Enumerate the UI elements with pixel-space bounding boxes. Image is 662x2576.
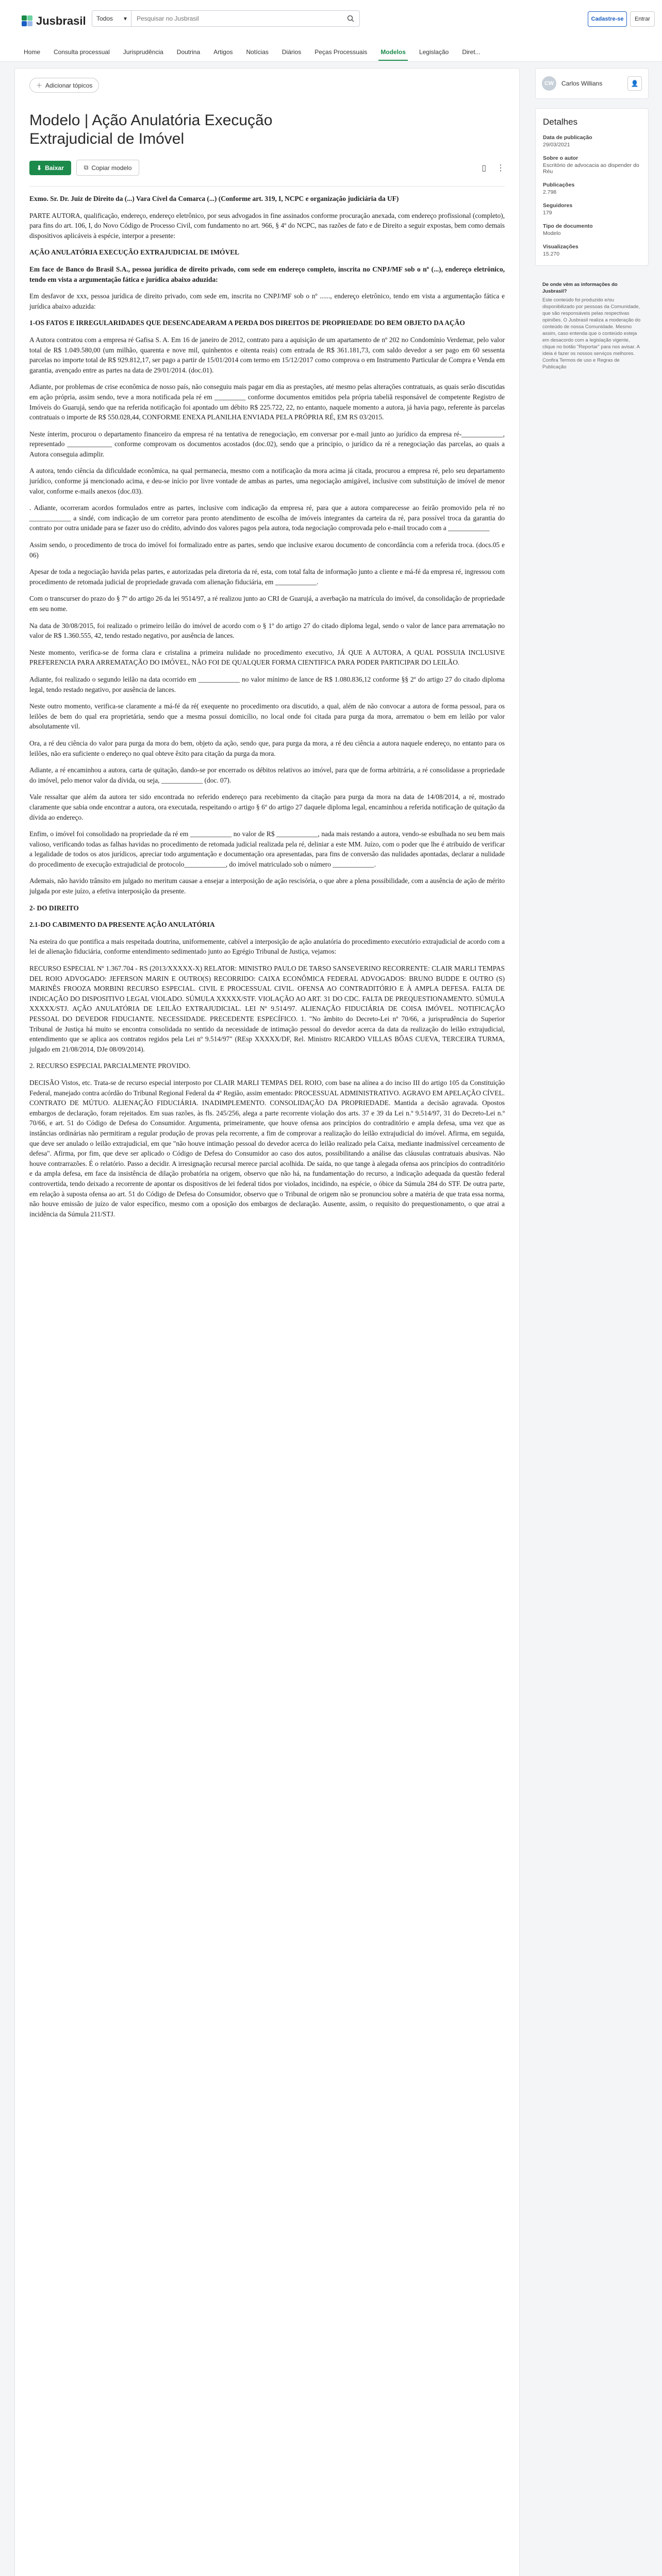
document-paragraph: PARTE AUTORA, qualificação, endereço, endereço eletrônico, por seus advogados in fine assinados conforme procuração anexada, com endereço profissional (completo), para fins do art. 106, I, do Novo Código de Processo Civil, com fundamento no art. 966, § 4º do NCPC, nas razões de fato e de Direito a seguir expostas, bem como demais dispositivos aplicáveis à espécie, interpor a presente: — [29, 211, 505, 240]
detail-value: 29/03/2021 — [543, 142, 570, 148]
document-paragraph: Adiante, por problemas de crise econômica de nosso país, não conseguiu mais pagar em dia as prestações, até mesmo pelas alterações contratuais, as quais serão discutidas em ação própria, assim sendo, teve a mora notificada pela ré em _________ conforme documentos emitidos pela própria tabeliã responsável de competente Registro de Imóveis do Guarujá, sendo que na referida notificação foi apontado um débito R$ 225.722, 22, no entanto, naquele momento a autora, já havia pago, referente às parcelas contratuais o importe de R$ 550.028,44, CONFORME ENEXA PLANILHA ENVIADA PELA PRÓPRIA RÉ, EM RS 03/2015. — [29, 383, 505, 421]
document-paragraph: Enfim, o imóvel foi consolidado na propriedade da ré em ____________ no valor de R$ ____________, nada mais restando a autora, vendo-se esbulhada no seu bem mais valioso, verificando todas as falhas havidas no procedimento de retomada judicial realizada pela ré, deliniar a este MM. Juízo, com o poder que lhe é atribuído de verificar a legalidade de todos os atos jurídicos, apreciar todo argumentação e documentação ora apresentadas, para fins de conversão das nulidades apontadas, declarar a nulidade do procedimento de execução extrajudicial de protocolo____________, do imóvel matriculado sob o número ____________. — [29, 830, 505, 868]
document-title: Modelo | Ação Anulatória Execução Extrajudicial de Imóvel — [29, 112, 273, 147]
document-paragraph: Neste momento, verifica-se de forma clara e cristalina a primeira nulidade no procedimento executivo, JÁ QUE A AUTORA, A QUAL POSSUIA INCLUSIVE PREFERENCIA PARA ARREMATAÇÃO DO IMÓVEL, NÃO FOI DE QUALQUER FORMA CIENTIFICA PARA PODER PARTICIPAR DO LEILÃO. — [29, 648, 505, 667]
document-paragraph: RECURSO ESPECIAL Nº 1.367.704 - RS (2013/XXXXX-X) RELATOR: MINISTRO PAULO DE TARSO SANSEVERINO RECORRENTE: CLAIR MARLI TEMPAS DEL ROIO ADVOGADO: JEFERSON MARIN E OUTRO(S) RECORRIDO: CAIXA ECONÔMICA FEDERAL ADVOGADOS: BRUNO BUDDE E OUTRO (S) MARINÊS FROOZA MORBINI RECURSO ESPECIAL. CIVIL E PROCESSUAL CIVIL. OFENSA AO CONTRADITÓRIO E À AMPLA DEFESA. FALTA DE INDICAÇÃO DO DISPOSITIVO LEGAL VIOLADO. SÚMULA XXXXX/STF. VIOLAÇÃO AO ART. 31 DO CDC. FALTA DE PREQUESTIONAMENTO. SÚMULA XXXXX/STJ. AÇÃO ANULATÓRIA DE LEILÃO EXTRAJUDICIAL. LEI Nº 9.514/97. ALIENAÇÃO FIDUCIÁRIA DE COISA IMÓVEL. NOTIFICAÇÃO PESSOAL DO DEVEDOR FIDUCIANTE. NECESSIDADE. PRECEDENTE ESPECÍFICO. 1. "No âmbito do Decreto-Lei nº 70/66, a jurisprudência do Superior Tribunal de Justiça há muito se encontra consolidada no sentido da necessidade de intimação pessoal do devedor acerca da data da realização do leilão extrajudicial, entendimento que se aplica aos contratos regidos pela Lei nº 9.514/97" (REsp XXXXX/DF, Rel. Ministro RICARDO VILLAS BÔAS CUEVA, TERCEIRA TURMA, julgado em 21/08/2014, DJe 08/09/2014). — [29, 964, 505, 1053]
document-paragraph: DECISÃO Vistos, etc. Trata-se de recurso especial interposto por CLAIR MARLI TEMPAS DEL ROIO, com base na alínea a do inciso III do artigo 105 da Constituição Federal, manejado contra acórdão do Tribunal Regional Federal da 4ª Região, assim ementado: PROCESSUAL ADMINISTRATIVO. AGRAVO EM APELAÇÃO CÍVEL. CONTRATO DE MÚTUO. ALIENAÇÃO FIDUCIÁRIA. INADIMPLEMENTO. CONSOLIDAÇÃO DA PROPRIEDADE. Mantida a decisão agravada. Opostos embargos de declaração, foram rejeitados. Em suas razões, às fls. 245/256, alega a parte recorrente violação dos arts. 37 e 39 da Lei n.º 9.514/97, 31 do Decreto-Lei n.º 70/66, e art. 51 do Código de Defesa do Consumidor. Argumenta, primeiramente, que houve ofensa aos princípios do contraditório e ampla defesa, uma vez que as instâncias ordinárias não permitiram a regular produção de provas pela recorrente, a fim de comprovar a realização do leilão extrajudicial do imóvel. Afirma, em seguida, que deve ser anulado o leilão extrajudicial, em que "não houve intimação pessoal do devedor acerca do leilão realizado pela Caixa, mediante inadmissível cerceamento de defesa". Afirma, por fim, que deve ser aplicado o Código de Defesa do Consumidor ao caso dos autos, possibilitando a análise das cláusulas contratuais abusivas. Não houve contrarrazões. É o relatório. Passo a decidir. A irresignação recursal merece parcial acolhida. De saída, no que tange à alegada ofensa aos princípios do contraditório e da ampla defesa, em face da insistência de dilação probatória na origem, observo que não há, na fundamentação do recurso, a indicação adequada da questão federal controvertida, tendo deixado a recorrente de apontar os dispositivos de lei federal tidos por violados, incidindo, na espécie, o óbice da Súmula 284 do STF. De outra parte, em relação à suposta ofensa ao art. 51 do Código de Defesa do Consumidor, observo que o Tribunal de origem não se pronunciou sobre a matéria de que trata essa norma, não houve emissão de juízo de valor específico, mesmo com a oposição dos embargos de declaração. Ausente, assim, o requisito do prequestionamento, o que atrai a incidência da Súmula 211/STJ. — [29, 1078, 505, 1218]
top-header — [0, 0, 662, 62]
nav-item[interactable]: Doutrina — [176, 48, 201, 56]
author-card — [535, 68, 649, 99]
add-topics-label: Adicionar tópicos — [45, 81, 93, 89]
document-paragraph: Adiante, foi realizado o segundo leilão na data ocorrido em ____________ no valor mínimo de lance de R$ 1.080.836,12 conforme §§ 2º do artigo 27 do citado diploma legal, tendo restado negativo, por ausência de lances. — [29, 675, 505, 693]
search-scope-select[interactable] — [92, 11, 131, 26]
document-tools — [482, 163, 505, 173]
document-paragraph: 1-OS FATOS E IRREGULARIDADES QUE DESENCADEARAM A PERDA DOS DIREITOS DE PROPRIEDADE DO BEM OBJETO DA AÇÃO — [29, 319, 465, 327]
document-paragraph: Neste outro momento, verifica-se claramente a má-fé da ré( exequente no procedimento ora discutido, a qual, além de não convocar a autora de forma pessoal, para os leilões de bem do qual era proprietária, sendo que a mesma possui domicílio, no local onde foi citada para purga da mora, arrematou o bem em leilão por valor absolutamente vil. — [29, 702, 505, 731]
document-paragraph: Ora, a ré deu ciência do valor para purga da mora do bem, objeto da ação, sendo que, para purga da mora, a ré deu ciência a autora naquele endereço, no entanto para os leilões, não era suficiente o endereço no qual obteve êxito para citação da purga da mora. — [29, 739, 505, 757]
document-paragraph: Assim sendo, o procedimento de troca do imóvel foi formalizado entre as partes, sendo que inclusive exarou documento de concordância com a referida troca. (docs.05 e 06) — [29, 541, 505, 559]
plus-icon: ＋ — [36, 82, 43, 89]
download-icon: ⬇ — [37, 164, 42, 172]
sidebar — [535, 68, 649, 376]
nav-item[interactable]: Modelos — [378, 46, 408, 61]
bookmark-icon[interactable]: ▯ — [482, 163, 486, 173]
document-paragraph: AÇÃO ANULATÓRIA EXECUÇÃO EXTRAJUDICIAL DE IMÓVEL — [29, 248, 240, 257]
avatar[interactable]: CW — [542, 76, 556, 91]
document-body — [29, 194, 505, 1219]
document-paragraph: A autora, tendo ciência da dificuldade econômica, na qual permanecia, mesmo com a notificação da mora acima já citada, procurou a empresa ré, pelo seu departamento jurídico, conforme já mencionado acima, e deu-se início por livre vontade de ambas as partes, uma negociação amigável, inclusive com substituição de imóvel de menor valor, conforme e-mails anexos (doc.03). — [29, 467, 505, 495]
detail-label: Data de publicação — [543, 134, 592, 141]
add-topics-button[interactable] — [29, 78, 99, 93]
info-title: De onde vêm as informações do Jusbrasil? — [542, 282, 618, 294]
nav-item[interactable]: Peças Processuais — [315, 48, 368, 56]
main-nav — [22, 46, 483, 61]
document-paragraph: 2.1-DO CABIMENTO DA PRESENTE AÇÃO ANULATÓRIA — [29, 921, 215, 929]
document-paragraph: 2. RECURSO ESPECIAL PARCIALMENTE PROVIDO. — [29, 1062, 191, 1070]
nav-item[interactable]: Artigos — [213, 48, 233, 56]
detail-value: 15.270 — [543, 251, 560, 257]
download-button[interactable] — [29, 161, 71, 175]
detail-label: Seguidores — [543, 202, 573, 209]
document-paragraph: Com o transcurser do prazo do § 7º do artigo 26 da lei 9514/97, a ré realizou junto ao CRI de Guarujá, a averbação na matrícula do imóvel, da consolidação de propriedade em seu nome. — [29, 595, 505, 613]
document-paragraph: Adiante, a ré encaminhou a autora, carta de quitação, dando-se por encerrado os débitos relativos ao imóvel, para que de forma arbitrária, a ré consolidasse a propriedade do imóvel, pelo menor valor da dívida, ou seja, ____________ (doc. 07). — [29, 766, 505, 784]
detail-value: 2.798 — [543, 189, 557, 195]
detail-label: Sobre o autor — [543, 155, 578, 161]
nav-item[interactable]: Consulta processual — [54, 48, 110, 56]
copy-model-button[interactable] — [76, 160, 140, 176]
divider — [29, 186, 505, 187]
nav-item[interactable]: Jurisprudência — [123, 48, 163, 56]
search-bar — [92, 10, 360, 27]
document-actions — [29, 160, 505, 176]
detail-value: 179 — [543, 210, 552, 216]
chevron-down-icon: ▾ — [123, 15, 127, 22]
follow-user-icon: 👤 — [631, 80, 639, 87]
document-card — [14, 68, 520, 2576]
copy-label: Copiar modelo — [91, 164, 132, 172]
search-icon[interactable] — [342, 11, 359, 26]
info-text: Este conteúdo foi produzido e/ou disponibilizado por pessoas da Comunidade, que são responsáveis pelas respectivas opiniões. O Jusbrasil realiza a moderação do conteúdo de nossa Comunidade. Mesmo assim, caso entenda que o conteúdo esteja em desacordo com a legislação vigente, clique no botão "Reportar" para nos avisar. A ideia é fazer os nossos serviços melhores. Confira Termos de uso e Regras de Publicação — [542, 297, 641, 370]
detail-value: Modelo — [543, 230, 561, 236]
detail-label: Visualizações — [543, 244, 578, 250]
document-paragraph: Vale ressaltar que além da autora ter sido encontrada no referido endereço para recebimento da citação para purga da mora na data de 14/08/2014, a ré, mostrado claramente que sabia onde encontrar a autora, ora executada, respeitando o artigo § 6º do artigo 27 daquele diploma legal, encaminhou a referida notificação de quitação da dívida ao endereço. — [29, 793, 505, 821]
document-paragraph: Em desfavor de xxx, pessoa jurídica de direito privado, com sede em, inscrita no CNPJ/MF sob o nº ......, endereço eletrônico, tendo em vista a argumentação fática e jurídica abaixo aduzida: — [29, 292, 505, 310]
signup-button[interactable]: Cadastre-se — [588, 11, 627, 27]
details-title: Detalhes — [543, 117, 578, 127]
document-paragraph: Exmo. Sr. Dr. Juiz de Direito da (...) Vara Cível da Comarca (...) (Conforme art. 319, I, NCPC e organização judiciária da UF) — [29, 195, 399, 202]
logo-mark-icon — [22, 15, 33, 27]
document-paragraph: Apesar de toda a negociação havida pelas partes, e autorizadas pela diretoria da ré, esta, com total falta de informação junto a cliente e má-fé da empresa ré, ingressou com procedimento de retomada judicial de propriedade gravada com alienação fiduciária, em ____________. — [29, 568, 505, 586]
info-box — [535, 276, 649, 376]
document-paragraph: Em face de Banco do Brasil S.A., pessoa jurídica de direito privado, com sede em endereço completo, inscrita no CNPJ/MF sob o nº (...), endereço eletrônico, tendo em vista a argumentação fática e jurídica abaixo aduzida: — [29, 265, 505, 283]
document-paragraph: Neste ínterim, procurou o departamento financeiro da empresa ré na tentativa de renegociação, em conversar por e-mail junto ao jurídico da empresa ré-____________, representado _____________ conforme comprovam os documentos acostados (doc.02), sendo que a principio, o jurídico da ré a renegociação das parcelas, ao quais a Autora conseguia adimplir. — [29, 430, 505, 458]
document-paragraph: Na data de 30/08/2015, foi realizado o primeiro leilão do imóvel de acordo com o § 1º do artigo 27 do citado diploma legal, sendo o valor de lance para arrematação no valor de R$ 1.360.555, 42, tendo restado negativo, por ausência de lances. — [29, 621, 505, 640]
document-paragraph: . Adiante, ocorreram acordos formulados entre as partes, inclusive com indicação da empresa ré, para que a autora comparecesse ao feirão promovido pela ré no ____________ a sindé, com indicação de um corretor para pronto atendimento de escolha de imóveis integrantes da carteira da ré, para possível troca da garantia do contrato por outra unidade para se fazer uso do crédito, advindo dos valores pagos pela autora, toda negociação comprovada pelo e-mail trocado com a ____________ — [29, 504, 505, 532]
details-list — [543, 134, 641, 257]
document-paragraph: Na esteira do que pontifica a mais respeitada doutrina, uniformemente, cabível a interposição de ação anulatória do procedimento executório extrajudicial de acordo com a lei de alienação fiduciária, conforme entendimento sedimentado junto ao Egrégio Tribunal de Justiça, vejamos: — [29, 937, 505, 956]
copy-icon: ⧉ — [84, 164, 89, 171]
search-scope-value: Todos — [96, 15, 113, 22]
author-name[interactable]: Carlos Willians — [561, 80, 603, 87]
detail-label: Tipo de documento — [543, 223, 593, 229]
nav-item[interactable]: Diret... — [462, 48, 481, 56]
logo-text: Jusbrasil — [36, 14, 86, 27]
login-button[interactable]: Entrar — [630, 11, 655, 27]
document-paragraph: 2- DO DIREITO — [29, 904, 79, 912]
follow-button[interactable] — [627, 76, 642, 91]
nav-item[interactable]: Legislação — [419, 48, 449, 56]
jusbrasil-logo[interactable] — [22, 14, 86, 28]
more-options-icon[interactable]: ⋮ — [496, 163, 505, 173]
details-panel — [535, 108, 649, 266]
nav-item[interactable]: Home — [24, 48, 41, 56]
search-input[interactable] — [131, 11, 342, 26]
nav-item[interactable]: Diários — [282, 48, 302, 56]
detail-value: Escritório de advocacia ao dispender do Réu — [543, 162, 639, 175]
nav-item[interactable]: Notícias — [246, 48, 269, 56]
document-paragraph: A Autora contratou com a empresa ré Gafisa S. A. Em 16 de janeiro de 2012, contrato para a aquisição de um apartamento de nº 202 no Condomínio Verdemar, pelo valor total de R$ 1.049.580,00 (um milhão, quarenta e nove mil, quinhentos e oitenta reais) com entrada de R$ 361.181,73, com saldo devedor a ser pago em 60 sessenta parcelas no importe total de R$ 929.812,17, ser pago a partir de 15/01/2014 com termo em 15/12/2017 como comprova o em Instrumento Particular de Compra e Venda em garantia, avençado entre as partes na data de 29/01/2014. (doc.01). — [29, 335, 505, 374]
download-label: Baixar — [45, 164, 64, 172]
document-paragraph: Ademais, não havido trânsito em julgado no meritum causae a ensejar a interposição de ação rescisória, o que abre a plena possibilidade, com a ausência de ação de mérito julgada por este juízo, a efetiva interposição da presente. — [29, 877, 505, 895]
detail-label: Publicações — [543, 182, 575, 188]
